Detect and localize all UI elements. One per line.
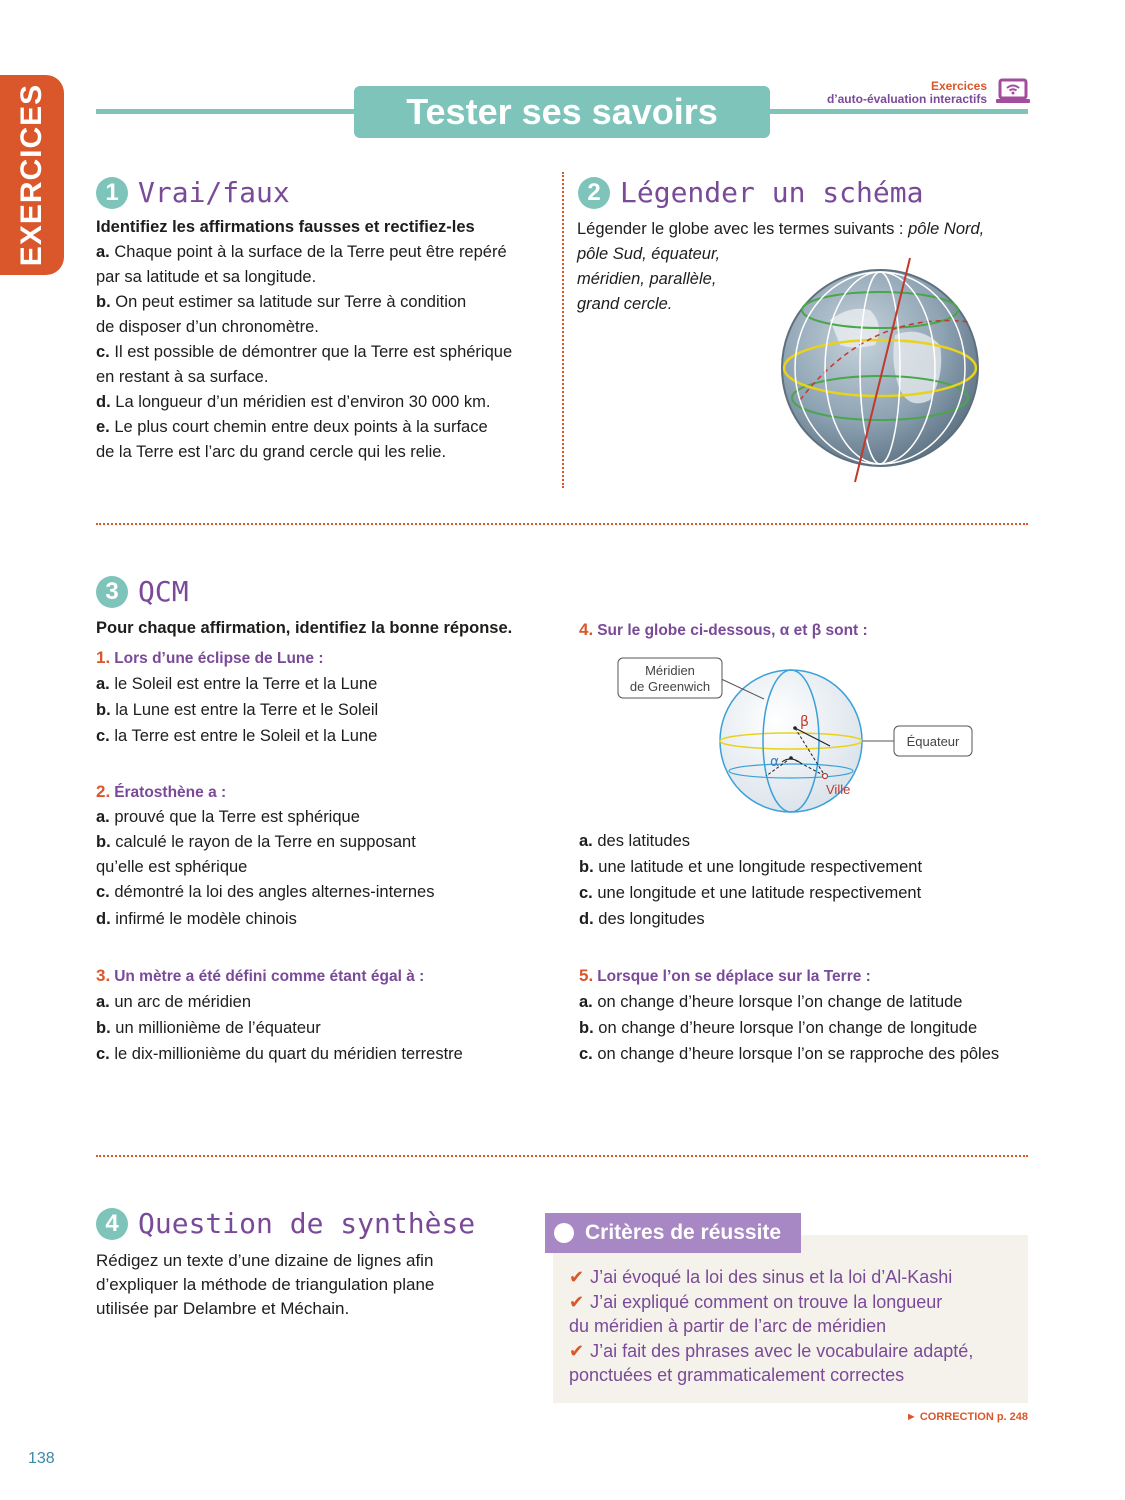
q2-option-d: infirmé le modèle chinois: [115, 910, 297, 928]
page-title: Tester ses savoirs: [354, 86, 770, 138]
criteria-item: ✔ J’ai expliqué comment on trouve la longueur du méridien à partir de l’arc de méridien: [569, 1291, 943, 1336]
check-icon: ✔: [569, 1340, 585, 1361]
q2-option-c: démontré la loi des angles alternes-internes: [114, 883, 435, 901]
ex4-title: Question de synthèse: [138, 1207, 476, 1240]
q4-options: a. des latitudes b. une latitude et une longitude respectivement c. une longitude et une latitude respectivement d. des longitudes: [579, 832, 923, 928]
section-divider: [96, 1155, 1028, 1157]
criteria-header: [545, 1213, 801, 1253]
q1-option-a: le Soleil est entre la Terre et la Lune: [114, 675, 378, 693]
globe-sphere: [782, 270, 978, 466]
q1-title: Lors d’une éclipse de Lune :: [114, 650, 324, 667]
check-icon: ✔: [569, 1267, 585, 1287]
q4-number: 4.: [579, 620, 594, 639]
ex2-number: 2: [578, 177, 610, 209]
ex4-number: 4: [96, 1208, 128, 1240]
ex3-title: QCM: [138, 575, 189, 608]
criteria-title: Critères de réussite: [585, 1221, 782, 1244]
arrow-icon: ►: [905, 1411, 917, 1423]
ex2-title: Légender un schéma: [620, 176, 924, 209]
q3-number: 3.: [96, 966, 111, 985]
q1-number: 1.: [96, 648, 111, 667]
q3-option-c: le dix-millionième du quart du méridien terrestre: [114, 1045, 463, 1063]
q4-heading: [579, 617, 868, 643]
ex4-header: [96, 1207, 475, 1240]
criteria-item: ✔ J’ai évoqué la loi des sinus et la loi d’Al-Kashi: [569, 1267, 953, 1287]
ex1-header: [96, 176, 290, 209]
ex3-header: [96, 575, 189, 608]
globe-diagram: [770, 250, 990, 485]
side-tab-label: EXERCICES: [15, 83, 48, 267]
q5-option-c: on change d’heure lorsque l’on se rapproche des pôles: [597, 1045, 1000, 1063]
ex1-title: Vrai/faux: [138, 176, 290, 209]
q1-option-b: la Lune est entre la Terre et le Soleil: [115, 701, 379, 719]
ex1-number: 1: [96, 177, 128, 209]
ex3-number: 3: [96, 576, 128, 608]
q2-block: 2. Ératosthène a : a. prouvé que la Terre est sphérique b. calculé le rayon de la Terre en supposant qu’elle est sphérique c. démontré la loi des angles alternes-internes d. infirmé le modèle chinois: [96, 782, 435, 928]
ex4-body: Rédigez un texte d’une dizaine de lignes afin d’expliquer la méthode de triangulation plane utilisée par Delambre et Méchain.: [96, 1251, 435, 1318]
center-point: [789, 756, 793, 760]
q5-number: 5.: [579, 966, 594, 985]
meridian-callout-line1: Méridien: [645, 663, 695, 678]
q2-option-a: prouvé que la Terre est sphérique: [114, 808, 360, 826]
ex1-instruction: Identifiez les affirmations fausses et rectifiez-les: [96, 218, 475, 236]
equator-callout-label: Équateur: [906, 734, 960, 749]
q4-option-a: des latitudes: [597, 832, 691, 850]
q4-option-d: des longitudes: [598, 910, 705, 928]
q3-block: 3. Un mètre a été défini comme étant égal à : a. un arc de méridien b. un millionième de l’équateur c. le dix-millionième du quart du méridien terrestre: [96, 966, 463, 1063]
section-divider: [96, 523, 1028, 525]
meridian-callout-line2: de Greenwich: [629, 679, 711, 694]
ex3-instruction: Pour chaque affirmation, identifiez la bonne réponse.: [96, 619, 513, 637]
criteria-list: [569, 1265, 1024, 1388]
criteria-item: ✔ J’ai fait des phrases avec le vocabulaire adapté, ponctuées et grammaticalement correctes: [569, 1340, 974, 1385]
alpha-beta-globe-diagram: [612, 652, 982, 822]
ex1-body: [96, 215, 551, 465]
beta-label: β: [800, 714, 809, 730]
interactive-exercises-link[interactable]: [827, 80, 987, 106]
check-icon: ✔: [569, 1291, 585, 1312]
q2-option-b: calculé le rayon de la Terre en supposant: [115, 833, 416, 851]
q5-option-a: on change d’heure lorsque l’on change de latitude: [597, 993, 963, 1011]
page-number: 138: [28, 1450, 55, 1467]
laptop-wifi-icon[interactable]: [996, 78, 1030, 106]
ex1-item-d: d. La longueur d’un méridien est d’environ 30 000 km.: [96, 393, 491, 411]
ex2-body: Légender le globe avec les termes suivants : pôle Nord, pôle Sud, équateur, méridien, parallèle, grand cercle.: [577, 220, 985, 313]
interactive-line1: Exercices: [930, 79, 987, 93]
city-point: [823, 774, 828, 779]
correction-link[interactable]: ► CORRECTION p. 248: [905, 1411, 1028, 1423]
q2-option-b-cont: qu’elle est sphérique: [96, 858, 248, 876]
q2-number: 2.: [96, 782, 111, 801]
center-point: [793, 726, 797, 730]
q5-option-b: on change d’heure lorsque l’on change de longitude: [598, 1019, 978, 1037]
q3-option-a: un arc de méridien: [114, 993, 252, 1011]
q2-title: Ératosthène a :: [114, 784, 227, 801]
ex2-header: [578, 176, 923, 209]
q5-title: Lorsque l’on se déplace sur la Terre :: [597, 968, 871, 985]
q1-option-c: la Terre est entre le Soleil et la Lune: [114, 727, 378, 745]
ex1-item-a: a. Chaque point à la surface de la Terre peut être repéré par sa latitude et sa longitude.: [96, 243, 507, 286]
alpha-label: α: [770, 754, 780, 770]
ex2-intro: Légender le globe avec les termes suivants :: [577, 220, 904, 238]
ex2-terms: pôle Sud, équateur,: [577, 245, 721, 263]
column-divider: [562, 172, 564, 488]
ex1-item-e: e. Le plus court chemin entre deux points à la surface de la Terre est l’arc du grand cercle qui les relie.: [96, 418, 488, 461]
q4-option-b: une latitude et une longitude respectivement: [598, 858, 923, 876]
q3-option-b: un millionième de l’équateur: [115, 1019, 321, 1037]
bullet-icon: [554, 1223, 574, 1243]
ex1-item-c: c. Il est possible de démontrer que la Terre est sphérique en restant à sa surface.: [96, 343, 513, 386]
interactive-line2: d’auto-évaluation interactifs: [826, 92, 987, 106]
q4-title: Sur le globe ci-dessous, α et β sont :: [597, 622, 868, 639]
q4-option-c: une longitude et une latitude respectivement: [597, 884, 922, 902]
side-tab: [0, 75, 64, 275]
q5-block: 5. Lorsque l’on se déplace sur la Terre : a. on change d’heure lorsque l’on change de latitude b. on change d’heure lorsque l’on change de longitude c. on change d’heure lorsque l’on se rapproche des pôles: [579, 966, 1000, 1063]
q3-title: Un mètre a été défini comme étant égal à :: [114, 968, 425, 985]
q1-block: 1. Lors d’une éclipse de Lune : a. le Soleil est entre la Terre et la Lune b. la Lune est entre la Terre et le Soleil c. la Terre est entre le Soleil et la Lune: [96, 648, 379, 745]
city-label: Ville: [826, 782, 851, 797]
ex1-item-b: b. On peut estimer sa latitude sur Terre à condition de disposer d’un chronomètre.: [96, 293, 467, 336]
